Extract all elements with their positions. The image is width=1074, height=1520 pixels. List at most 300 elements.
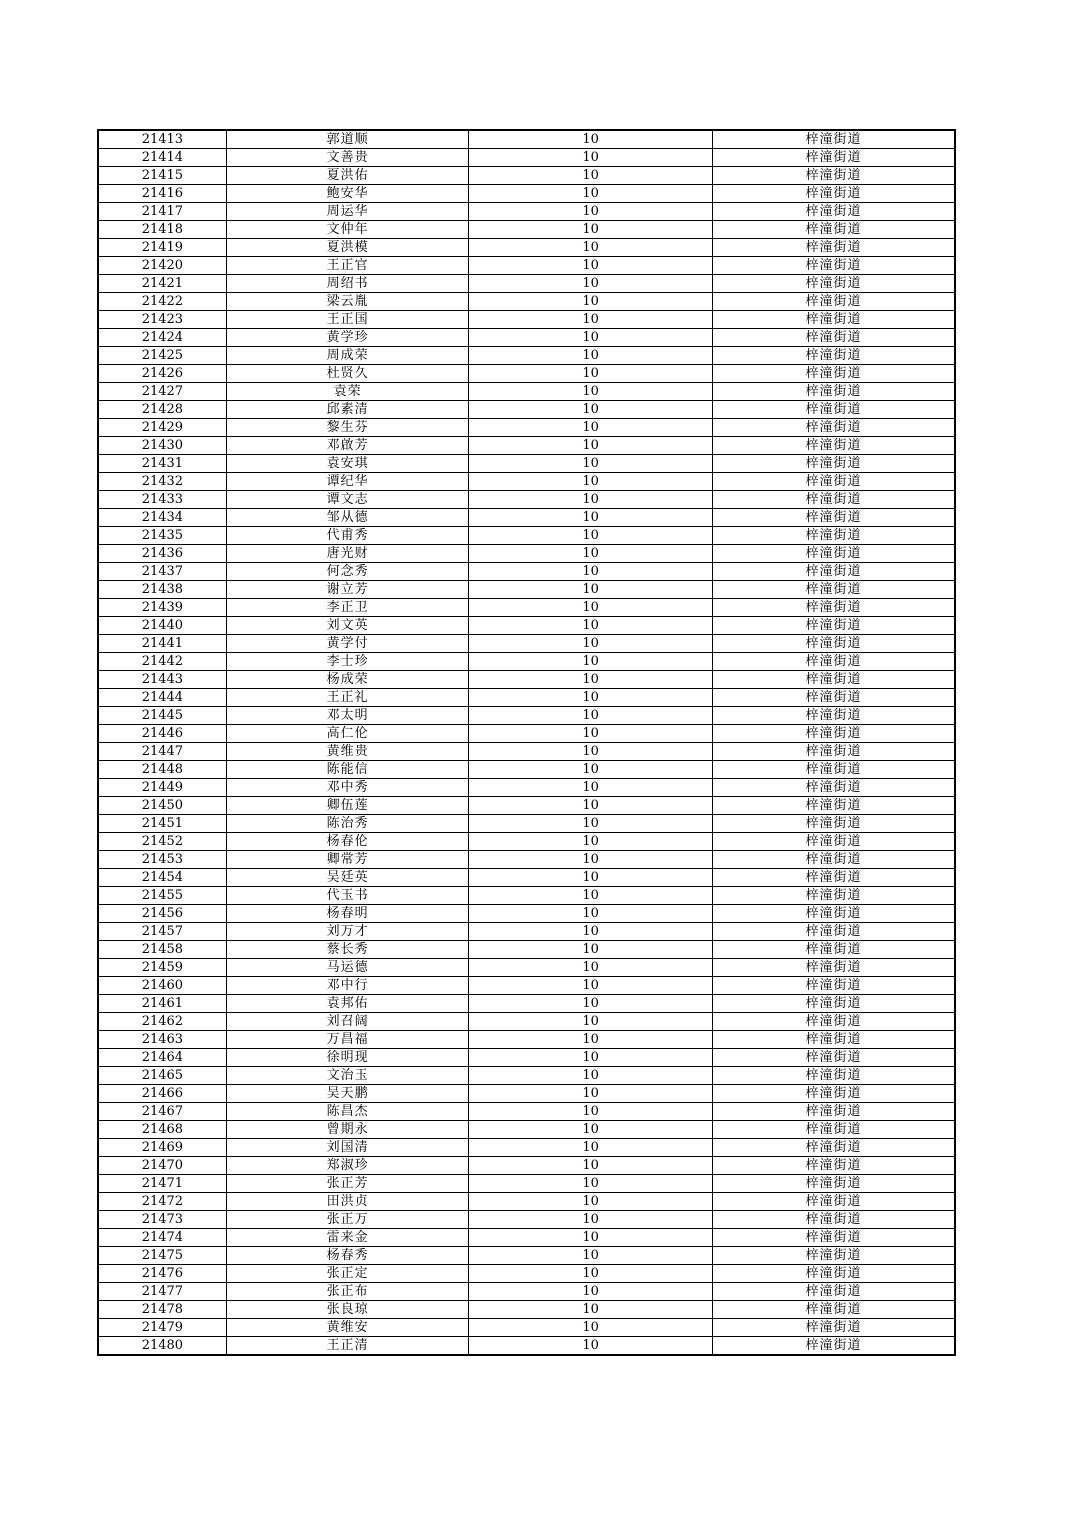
amount-cell: 10	[469, 779, 713, 797]
row-number-cell: 21438	[98, 581, 226, 599]
amount-cell: 10	[469, 401, 713, 419]
row-number-cell: 21447	[98, 743, 226, 761]
name-cell: 邓中秀	[226, 779, 469, 797]
location-cell: 梓潼街道	[712, 1265, 955, 1283]
amount-cell: 10	[469, 833, 713, 851]
location-cell: 梓潼街道	[712, 707, 955, 725]
amount-cell: 10	[469, 743, 713, 761]
table-row	[98, 1175, 955, 1193]
table-row	[98, 1157, 955, 1175]
table-row	[98, 203, 955, 221]
location-cell: 梓潼街道	[712, 1067, 955, 1085]
table-row	[98, 293, 955, 311]
table-row	[98, 941, 955, 959]
location-cell: 梓潼街道	[712, 779, 955, 797]
amount-cell: 10	[469, 1301, 713, 1319]
row-number-cell: 21436	[98, 545, 226, 563]
table-row	[98, 959, 955, 977]
location-cell: 梓潼街道	[712, 1175, 955, 1193]
row-number-cell: 21414	[98, 149, 226, 167]
name-cell: 蔡长秀	[226, 941, 469, 959]
row-number-cell: 21446	[98, 725, 226, 743]
name-cell: 何念秀	[226, 563, 469, 581]
location-cell: 梓潼街道	[712, 671, 955, 689]
location-cell: 梓潼街道	[712, 347, 955, 365]
row-number-cell: 21440	[98, 617, 226, 635]
table-row	[98, 1013, 955, 1031]
location-cell: 梓潼街道	[712, 761, 955, 779]
row-number-cell: 21467	[98, 1103, 226, 1121]
row-number-cell: 21454	[98, 869, 226, 887]
name-cell: 袁邦佑	[226, 995, 469, 1013]
location-cell: 梓潼街道	[712, 941, 955, 959]
amount-cell: 10	[469, 671, 713, 689]
location-cell: 梓潼街道	[712, 365, 955, 383]
name-cell: 代玉书	[226, 887, 469, 905]
location-cell: 梓潼街道	[712, 1247, 955, 1265]
amount-cell: 10	[469, 347, 713, 365]
name-cell: 梁云胤	[226, 293, 469, 311]
row-number-cell: 21462	[98, 1013, 226, 1031]
row-number-cell: 21425	[98, 347, 226, 365]
name-cell: 周绍书	[226, 275, 469, 293]
table-row	[98, 275, 955, 293]
table-row	[98, 1265, 955, 1283]
location-cell: 梓潼街道	[712, 545, 955, 563]
table-row	[98, 923, 955, 941]
row-number-cell: 21417	[98, 203, 226, 221]
amount-cell: 10	[469, 563, 713, 581]
row-number-cell: 21473	[98, 1211, 226, 1229]
amount-cell: 10	[469, 365, 713, 383]
row-number-cell: 21419	[98, 239, 226, 257]
table-row	[98, 1247, 955, 1265]
name-cell: 袁安琪	[226, 455, 469, 473]
row-number-cell: 21472	[98, 1193, 226, 1211]
amount-cell: 10	[469, 851, 713, 869]
location-cell: 梓潼街道	[712, 311, 955, 329]
table-row	[98, 689, 955, 707]
table-row	[98, 869, 955, 887]
location-cell: 梓潼街道	[712, 1211, 955, 1229]
name-cell: 张正布	[226, 1283, 469, 1301]
table-row	[98, 311, 955, 329]
name-cell: 周成荣	[226, 347, 469, 365]
row-number-cell: 21435	[98, 527, 226, 545]
location-cell: 梓潼街道	[712, 1085, 955, 1103]
location-cell: 梓潼街道	[712, 1319, 955, 1337]
location-cell: 梓潼街道	[712, 419, 955, 437]
location-cell: 梓潼街道	[712, 437, 955, 455]
table-row	[98, 1211, 955, 1229]
location-cell: 梓潼街道	[712, 905, 955, 923]
name-cell: 王正清	[226, 1337, 469, 1356]
name-cell: 张正万	[226, 1211, 469, 1229]
amount-cell: 10	[469, 995, 713, 1013]
row-number-cell: 21450	[98, 797, 226, 815]
row-number-cell: 21422	[98, 293, 226, 311]
amount-cell: 10	[469, 581, 713, 599]
location-cell: 梓潼街道	[712, 275, 955, 293]
location-cell: 梓潼街道	[712, 1103, 955, 1121]
location-cell: 梓潼街道	[712, 653, 955, 671]
row-number-cell: 21458	[98, 941, 226, 959]
table-row	[98, 1067, 955, 1085]
table-row	[98, 509, 955, 527]
table-row	[98, 743, 955, 761]
row-number-cell: 21429	[98, 419, 226, 437]
name-cell: 陈能信	[226, 761, 469, 779]
row-number-cell: 21448	[98, 761, 226, 779]
location-cell: 梓潼街道	[712, 167, 955, 185]
row-number-cell: 21468	[98, 1121, 226, 1139]
location-cell: 梓潼街道	[712, 491, 955, 509]
amount-cell: 10	[469, 815, 713, 833]
name-cell: 张正定	[226, 1265, 469, 1283]
row-number-cell: 21459	[98, 959, 226, 977]
table-row	[98, 761, 955, 779]
name-cell: 万昌福	[226, 1031, 469, 1049]
row-number-cell: 21441	[98, 635, 226, 653]
amount-cell: 10	[469, 437, 713, 455]
table-row	[98, 221, 955, 239]
location-cell: 梓潼街道	[712, 689, 955, 707]
name-cell: 黎生芬	[226, 419, 469, 437]
name-cell: 刘万才	[226, 923, 469, 941]
name-cell: 文仲年	[226, 221, 469, 239]
location-cell: 梓潼街道	[712, 635, 955, 653]
row-number-cell: 21476	[98, 1265, 226, 1283]
name-cell: 张正芳	[226, 1175, 469, 1193]
amount-cell: 10	[469, 1103, 713, 1121]
table-row	[98, 419, 955, 437]
table-row	[98, 365, 955, 383]
table-row	[98, 599, 955, 617]
table-row	[98, 257, 955, 275]
amount-cell: 10	[469, 1319, 713, 1337]
table-row	[98, 707, 955, 725]
location-cell: 梓潼街道	[712, 257, 955, 275]
location-cell: 梓潼街道	[712, 239, 955, 257]
amount-cell: 10	[469, 887, 713, 905]
row-number-cell: 21445	[98, 707, 226, 725]
amount-cell: 10	[469, 959, 713, 977]
table-row	[98, 905, 955, 923]
location-cell: 梓潼街道	[712, 743, 955, 761]
location-cell: 梓潼街道	[712, 383, 955, 401]
table-row	[98, 815, 955, 833]
name-cell: 谢立芳	[226, 581, 469, 599]
amount-cell: 10	[469, 1337, 713, 1356]
table-row	[98, 239, 955, 257]
amount-cell: 10	[469, 725, 713, 743]
table-row	[98, 725, 955, 743]
name-cell: 吴天鹏	[226, 1085, 469, 1103]
amount-cell: 10	[469, 203, 713, 221]
location-cell: 梓潼街道	[712, 1337, 955, 1356]
amount-cell: 10	[469, 1265, 713, 1283]
location-cell: 梓潼街道	[712, 221, 955, 239]
name-cell: 雷来金	[226, 1229, 469, 1247]
row-number-cell: 21453	[98, 851, 226, 869]
row-number-cell: 21460	[98, 977, 226, 995]
name-cell: 李正卫	[226, 599, 469, 617]
table-row	[98, 1337, 955, 1356]
amount-cell: 10	[469, 527, 713, 545]
name-cell: 陈昌杰	[226, 1103, 469, 1121]
row-number-cell: 21474	[98, 1229, 226, 1247]
amount-cell: 10	[469, 635, 713, 653]
location-cell: 梓潼街道	[712, 959, 955, 977]
amount-cell: 10	[469, 977, 713, 995]
row-number-cell: 21455	[98, 887, 226, 905]
amount-cell: 10	[469, 130, 713, 149]
location-cell: 梓潼街道	[712, 581, 955, 599]
name-cell: 文治玉	[226, 1067, 469, 1085]
name-cell: 谭文志	[226, 491, 469, 509]
row-number-cell: 21456	[98, 905, 226, 923]
name-cell: 刘文英	[226, 617, 469, 635]
table-row	[98, 455, 955, 473]
amount-cell: 10	[469, 257, 713, 275]
amount-cell: 10	[469, 185, 713, 203]
location-cell: 梓潼街道	[712, 725, 955, 743]
location-cell: 梓潼街道	[712, 203, 955, 221]
table-row	[98, 1319, 955, 1337]
roster-table-body	[98, 130, 955, 1355]
amount-cell: 10	[469, 1049, 713, 1067]
amount-cell: 10	[469, 689, 713, 707]
table-row	[98, 1229, 955, 1247]
location-cell: 梓潼街道	[712, 815, 955, 833]
table-row	[98, 833, 955, 851]
table-row	[98, 347, 955, 365]
location-cell: 梓潼街道	[712, 617, 955, 635]
row-number-cell: 21470	[98, 1157, 226, 1175]
amount-cell: 10	[469, 1085, 713, 1103]
name-cell: 刘国清	[226, 1139, 469, 1157]
name-cell: 邱素清	[226, 401, 469, 419]
amount-cell: 10	[469, 383, 713, 401]
amount-cell: 10	[469, 941, 713, 959]
name-cell: 卿常芳	[226, 851, 469, 869]
row-number-cell: 21478	[98, 1301, 226, 1319]
row-number-cell: 21439	[98, 599, 226, 617]
row-number-cell: 21431	[98, 455, 226, 473]
row-number-cell: 21480	[98, 1337, 226, 1356]
name-cell: 杨春伦	[226, 833, 469, 851]
location-cell: 梓潼街道	[712, 1031, 955, 1049]
amount-cell: 10	[469, 1139, 713, 1157]
amount-cell: 10	[469, 707, 713, 725]
location-cell: 梓潼街道	[712, 401, 955, 419]
location-cell: 梓潼街道	[712, 1013, 955, 1031]
table-row	[98, 1283, 955, 1301]
name-cell: 代甫秀	[226, 527, 469, 545]
location-cell: 梓潼街道	[712, 995, 955, 1013]
amount-cell: 10	[469, 1211, 713, 1229]
row-number-cell: 21457	[98, 923, 226, 941]
name-cell: 杜贤久	[226, 365, 469, 383]
row-number-cell: 21466	[98, 1085, 226, 1103]
name-cell: 郑淑珍	[226, 1157, 469, 1175]
name-cell: 田洪贞	[226, 1193, 469, 1211]
amount-cell: 10	[469, 293, 713, 311]
row-number-cell: 21423	[98, 311, 226, 329]
name-cell: 邹从德	[226, 509, 469, 527]
row-number-cell: 21430	[98, 437, 226, 455]
row-number-cell: 21415	[98, 167, 226, 185]
name-cell: 邓啟芳	[226, 437, 469, 455]
name-cell: 黄学珍	[226, 329, 469, 347]
location-cell: 梓潼街道	[712, 1229, 955, 1247]
name-cell: 陈治秀	[226, 815, 469, 833]
amount-cell: 10	[469, 1229, 713, 1247]
table-row	[98, 563, 955, 581]
table-row	[98, 671, 955, 689]
row-number-cell: 21424	[98, 329, 226, 347]
amount-cell: 10	[469, 275, 713, 293]
name-cell: 袁荣	[226, 383, 469, 401]
row-number-cell: 21443	[98, 671, 226, 689]
location-cell: 梓潼街道	[712, 1301, 955, 1319]
row-number-cell: 21479	[98, 1319, 226, 1337]
name-cell: 周运华	[226, 203, 469, 221]
amount-cell: 10	[469, 545, 713, 563]
name-cell: 谭纪华	[226, 473, 469, 491]
table-row	[98, 149, 955, 167]
name-cell: 曾期永	[226, 1121, 469, 1139]
table-row	[98, 401, 955, 419]
table-row	[98, 1085, 955, 1103]
name-cell: 张良琼	[226, 1301, 469, 1319]
location-cell: 梓潼街道	[712, 293, 955, 311]
location-cell: 梓潼街道	[712, 1283, 955, 1301]
name-cell: 邓中行	[226, 977, 469, 995]
name-cell: 邓太明	[226, 707, 469, 725]
table-row	[98, 887, 955, 905]
name-cell: 黄维安	[226, 1319, 469, 1337]
amount-cell: 10	[469, 221, 713, 239]
location-cell: 梓潼街道	[712, 1049, 955, 1067]
amount-cell: 10	[469, 311, 713, 329]
location-cell: 梓潼街道	[712, 923, 955, 941]
table-row	[98, 383, 955, 401]
name-cell: 文善贵	[226, 149, 469, 167]
table-row	[98, 1301, 955, 1319]
table-row	[98, 797, 955, 815]
table-row	[98, 995, 955, 1013]
amount-cell: 10	[469, 419, 713, 437]
name-cell: 唐光财	[226, 545, 469, 563]
amount-cell: 10	[469, 1247, 713, 1265]
name-cell: 杨成荣	[226, 671, 469, 689]
table-row	[98, 130, 955, 149]
table-row	[98, 977, 955, 995]
amount-cell: 10	[469, 761, 713, 779]
row-number-cell: 21465	[98, 1067, 226, 1085]
row-number-cell: 21413	[98, 130, 226, 149]
amount-cell: 10	[469, 617, 713, 635]
name-cell: 夏洪模	[226, 239, 469, 257]
amount-cell: 10	[469, 1175, 713, 1193]
location-cell: 梓潼街道	[712, 563, 955, 581]
row-number-cell: 21432	[98, 473, 226, 491]
table-row	[98, 527, 955, 545]
table-row	[98, 167, 955, 185]
amount-cell: 10	[469, 599, 713, 617]
location-cell: 梓潼街道	[712, 833, 955, 851]
location-cell: 梓潼街道	[712, 977, 955, 995]
row-number-cell: 21451	[98, 815, 226, 833]
amount-cell: 10	[469, 1013, 713, 1031]
amount-cell: 10	[469, 923, 713, 941]
table-row	[98, 779, 955, 797]
row-number-cell: 21433	[98, 491, 226, 509]
table-row	[98, 581, 955, 599]
name-cell: 鲍安华	[226, 185, 469, 203]
amount-cell: 10	[469, 1283, 713, 1301]
row-number-cell: 21437	[98, 563, 226, 581]
table-row	[98, 653, 955, 671]
row-number-cell: 21421	[98, 275, 226, 293]
name-cell: 郭道顺	[226, 130, 469, 149]
location-cell: 梓潼街道	[712, 473, 955, 491]
location-cell: 梓潼街道	[712, 851, 955, 869]
name-cell: 刘召阔	[226, 1013, 469, 1031]
row-number-cell: 21427	[98, 383, 226, 401]
name-cell: 李士珍	[226, 653, 469, 671]
roster-table	[97, 129, 956, 1356]
row-number-cell: 21444	[98, 689, 226, 707]
name-cell: 杨春明	[226, 905, 469, 923]
row-number-cell: 21477	[98, 1283, 226, 1301]
row-number-cell: 21449	[98, 779, 226, 797]
amount-cell: 10	[469, 473, 713, 491]
location-cell: 梓潼街道	[712, 329, 955, 347]
location-cell: 梓潼街道	[712, 797, 955, 815]
table-row	[98, 1193, 955, 1211]
row-number-cell: 21442	[98, 653, 226, 671]
amount-cell: 10	[469, 491, 713, 509]
row-number-cell: 21426	[98, 365, 226, 383]
row-number-cell: 21452	[98, 833, 226, 851]
amount-cell: 10	[469, 167, 713, 185]
table-row	[98, 1121, 955, 1139]
table-row	[98, 473, 955, 491]
amount-cell: 10	[469, 329, 713, 347]
location-cell: 梓潼街道	[712, 599, 955, 617]
row-number-cell: 21461	[98, 995, 226, 1013]
name-cell: 高仁伦	[226, 725, 469, 743]
row-number-cell: 21418	[98, 221, 226, 239]
name-cell: 吴廷英	[226, 869, 469, 887]
name-cell: 马运德	[226, 959, 469, 977]
row-number-cell: 21475	[98, 1247, 226, 1265]
amount-cell: 10	[469, 1157, 713, 1175]
table-row	[98, 491, 955, 509]
table-row	[98, 617, 955, 635]
row-number-cell: 21420	[98, 257, 226, 275]
row-number-cell: 21428	[98, 401, 226, 419]
table-row	[98, 1031, 955, 1049]
amount-cell: 10	[469, 653, 713, 671]
location-cell: 梓潼街道	[712, 527, 955, 545]
name-cell: 夏洪佑	[226, 167, 469, 185]
location-cell: 梓潼街道	[712, 509, 955, 527]
location-cell: 梓潼街道	[712, 149, 955, 167]
amount-cell: 10	[469, 1121, 713, 1139]
